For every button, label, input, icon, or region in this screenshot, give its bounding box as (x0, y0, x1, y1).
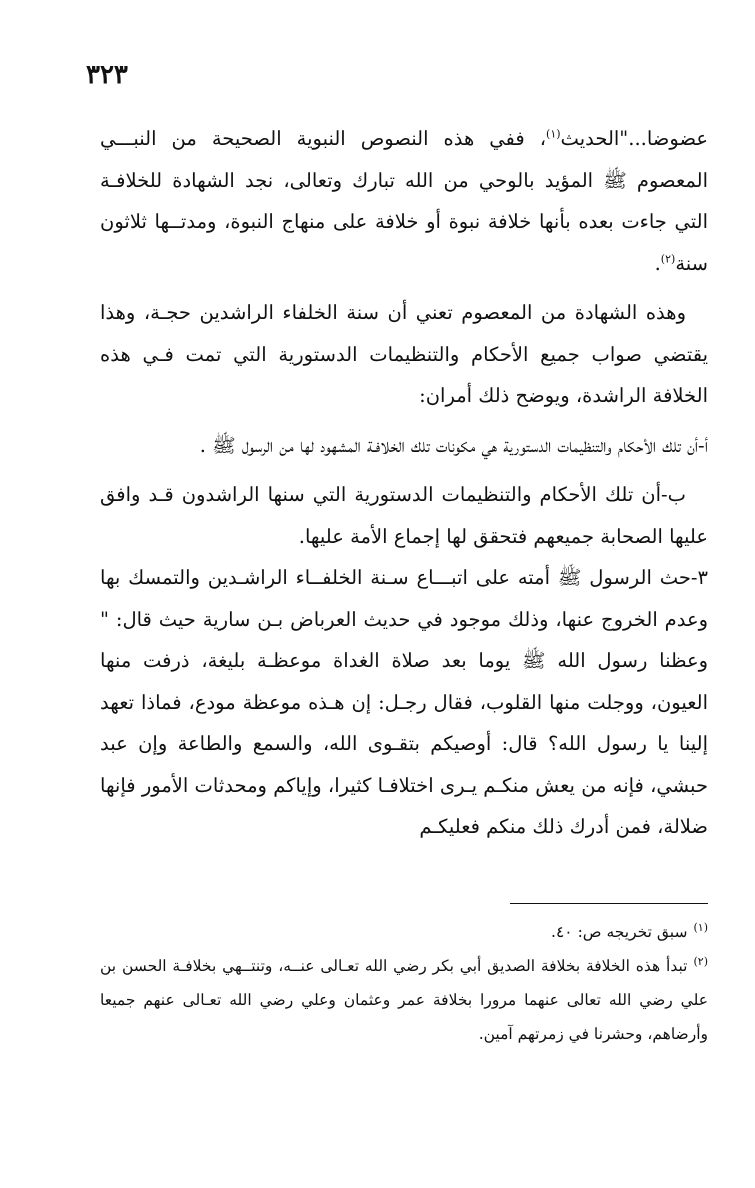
footnote-ref-1[interactable]: (١) (546, 127, 561, 141)
footnote-1-marker: (١) (693, 920, 708, 934)
footnote-2-text: تبدأ هذه الخلافة بخلافة الصديق أبي بكر رضي الله تعـالى عنــه، وتنتــهي بخلافـة الحسن بن علي رضي الله تعالى عنهما مرورا بخلافة عمر وعثمان وعلي رضي الله تعـالى عنهم جميعا وأرضاهم، وحشرنا في زمرتهم آمين. (100, 957, 708, 1043)
footnote-1-text: سبق تخريجه ص: ٤٠. (551, 923, 688, 941)
footnote-2-marker: (٢) (693, 954, 708, 968)
paragraph-1-end: . (654, 251, 661, 275)
footnote-separator (510, 903, 708, 904)
paragraph-5: ٣-حث الرسول ﷺ أمته على اتبـــاع سـنة الخلفــاء الراشـدين والتمسك بها وعدم الخروج عنها، وذلك موجود في حديث العرباض بـن سارية حيث قال: " وعظنا رسول الله ﷺ يوما بعد صلاة الغداة موعظـة بليغة، ذرفت منها العيون، ووجلت منها القلوب، فقال رجـل: إن هـذه موعظة مودع، فماذا تعهد إلينا يا رسول الله؟ قال: أوصيكم بتقـوى الله، والسمع والطاعة وإن عبد حبشي، فإنه من يعش منكـم يـرى اختلافـا كثيرا، وإياكم ومحدثات الأمور فإنها ضلالة، فمن أدرك ذلك منكم فعليكـم (100, 566, 708, 838)
footnotes (100, 915, 708, 1051)
paragraph-3: أ-أن تلك الأحكام والتنظيمات الدستورية هي مكونات تلك الخلافـة المشهود لها من الرسول ﷺ . (199, 433, 708, 457)
paragraph-1-start: عضوضا..."الحديث (560, 127, 708, 150)
paragraph-4: ب-أن تلك الأحكام والتنظيمات الدستورية التي سنها الراشدون قـد وافق عليها الصحابة جميعهم فتحقق لها إجماع الأمة عليها. (100, 483, 708, 548)
main-text (100, 118, 708, 848)
footnote-2 (100, 949, 708, 1051)
paragraph-1-middle: ، ففي هذه النصوص النبوية الصحيحة من النبـــي المعصوم ﷺ المؤيد بالوحي من الله تبارك وتعالى، نجد الشهادة للخلافـة التي جاءت بعده بأنها خلافة نبوة أو خلافة على منهاج النبوة، ومدتــها ثلاثون سنة (100, 127, 708, 275)
paragraph-1 (100, 118, 708, 284)
paragraph-2: وهذه الشهادة من المعصوم تعني أن سنة الخلفاء الراشدين حجـة، وهذا يقتضي صواب جميع الأحكام والتنظيمات الدستورية التي تمت فـي هذه الخلافة الراشدة، ويوضح ذلك أمران: (100, 301, 708, 407)
page-number: ٣٢٣ (86, 60, 128, 90)
footnote-ref-2[interactable]: (٢) (660, 252, 676, 265)
footnote-1 (100, 915, 708, 949)
